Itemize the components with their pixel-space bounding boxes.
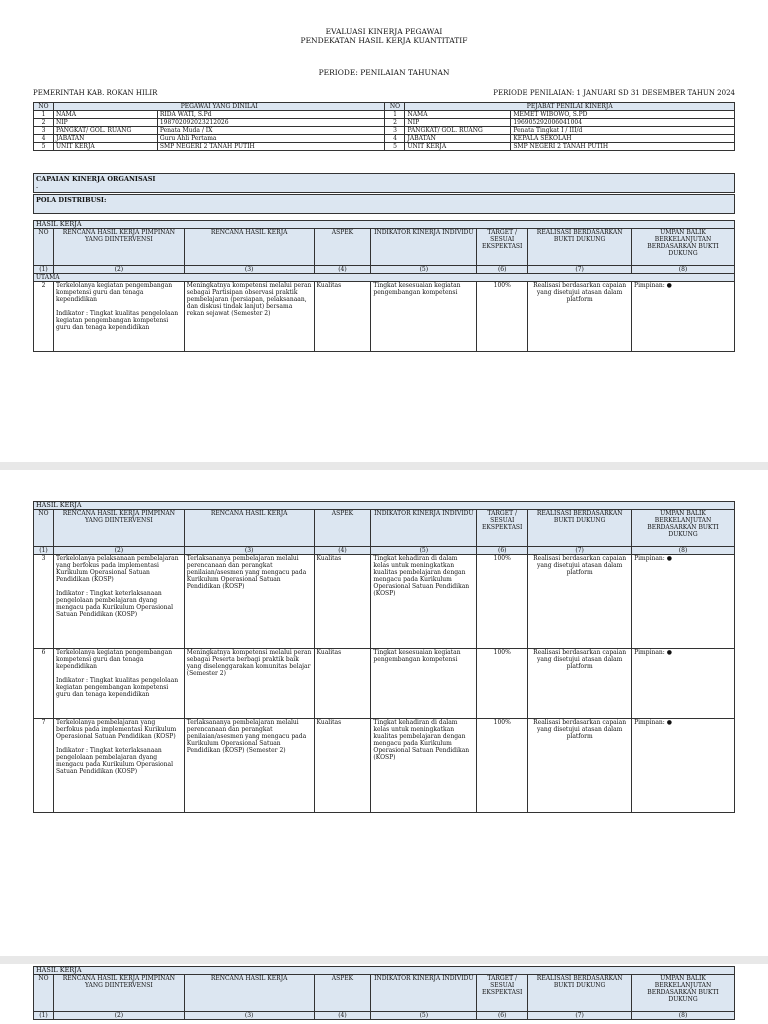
capaian-section (33, 173, 735, 193)
th-realisasi: REALISASI BERDASARKAN BUKTI DUKUNG (528, 229, 632, 266)
identity-row: 2 NIP 198702092023212026 2 NIP 196905292006041004 (34, 119, 735, 127)
pegawai-nip: 198702092023212026 (157, 119, 385, 127)
identity-row: 1 NAMA RIDA WATI, S.Pd 1 NAMA MEMET WIBOWO, S.PD (34, 111, 735, 119)
pegawai-title: PEGAWAI YANG DINILAI (53, 103, 385, 111)
th-no: NO (34, 229, 54, 266)
col-no: NO (34, 103, 54, 111)
hasil-kerja-table: HASIL KERJA NO RENCANA HASIL KERJA PIMPINAN YANG DIINTERVENSI RENCANA HASIL KERJA ASPEK INDIKATOR KINERJA INDIVIDU TARGET / SESUAI EKSPEKTASI REALISASI BERDASARKAN BUKTI DUKUNG UMPAN BALIK BERKELANJUTAN BERDASARKAN BUKTI DUKUNG (1) (2) (3) (4) (5) (6) (7) (8) 3 Terkelolanya pelaksanaan pembelajaran yang berfokus pada implementasi Kurikulum Operasional Satuan Pendidikan (KOSP) Indikator : Tingkat keterlaksanaan pengelolaan pembelajaran dyang mengacu pada Kurikulum Operasional Satuan Pendidikan (KOSP) Terlaksananya pembelajaran melalui perencanaan dan perangkat penilaian/asesmen yang mengacu pada Kurikulum Operasional Satuan Pendidikan (KOSP) Kualitas Tingkat kehadiran di dalam kelas untuk meningkatkan kualitas pembelajaran dengan mengacu pada Kurikulum Operasional Satuan Pendidikan (KOSP) 100% Realisasi berdasarkan capaian yang disetujui atasan dalam platform Pimpinan: ● 6 Terkelolanya kegiatan pengembangan kompetensi guru dan tenaga kependidikan Indikator : Tingkat kualitas pengelolaan kegiatan pengembangan kompetensi guru dan tenaga kependidikan Meningkatnya kompetensi melalui peran sebagai Peserta berbagi praktik baik yang diselenggarakan komunitas belajar (Semester 2) Kualitas Tingkat kesesuaian kegiatan pengembangan kompetensi 100% Realisasi berdasarkan capaian yang disetujui atasan dalam platform Pimpinan: ● 7 Terkelolanya pembelajaran yang berfokus pada implementasi Kurikulum Operasional Satuan Pendidikan (KOSP) Indikator : Tingkat keterlaksanaan pengelolaan pembelajaran dyang mengacu pada Kurikulum Operasional Satuan Pendidikan (KOSP) Terlaksananya pembelajaran melalui perencanaan dan perangkat penilaian/asesmen yang mengacu pada Kurikulum Operasional Satuan Pendidikan (KOSP) (Semester 2) Kualitas Tingkat kehadiran di dalam kelas untuk meningkatkan kualitas pembelajaran dengan mengacu pada Kurikulum Operasional Satuan Pendidikan (KOSP) 100% Realisasi berdasarkan capaian yang disetujui atasan dalam platform Pimpinan: ● (33, 501, 735, 813)
periode-penilaian: PERIODE PENILAIAN: 1 JANUARI SD 31 DESEMBER TAHUN 2024 (493, 89, 735, 97)
pejabat-pangkat: Penata Tingkat I / III/d (511, 127, 735, 135)
pegawai-unit: SMP NEGERI 2 TANAH PUTIH (157, 143, 385, 151)
instansi-label: PEMERINTAH KAB. ROKAN HILIR (33, 89, 158, 97)
pegawai-nama: RIDA WATI, S.Pd (157, 111, 385, 119)
section-hasil-kerja: HASIL KERJA (34, 221, 735, 229)
document-page-2 (0, 470, 768, 956)
table-row: 6 Terkelolanya kegiatan pengembangan kompetensi guru dan tenaga kependidikan Indikator : Tingkat kualitas pengelolaan kegiatan pengembangan kompetensi guru dan tenaga kependidikan Meningkatnya kompetensi melalui peran sebagai Peserta berbagi praktik baik yang diselenggarakan komunitas belajar (Semester 2) Kualitas Tingkat kesesuaian kegiatan pengembangan kompetensi 100% Realisasi berdasarkan capaian yang disetujui atasan dalam platform Pimpinan: ● (34, 649, 735, 719)
doc-subtitle: PENDEKATAN HASIL KERJA KUANTITATIF (300, 36, 468, 45)
identity-row: 4 JABATAN Guru Ahli Pertama 4 JABATAN KEPALA SEKOLAH (34, 135, 735, 143)
document-page-3 (0, 964, 768, 1024)
pegawai-jabatan: Guru Ahli Pertama (157, 135, 385, 143)
pejabat-unit: SMP NEGERI 2 TANAH PUTIH (511, 143, 735, 151)
identity-table (33, 102, 735, 151)
table-row: 7 Terkelolanya pembelajaran yang berfokus pada implementasi Kurikulum Operasional Satuan Pendidikan (KOSP) Indikator : Tingkat keterlaksanaan pengelolaan pembelajaran dyang mengacu pada Kurikulum Operasional Satuan Pendidikan (KOSP) Terlaksananya pembelajaran melalui perencanaan dan perangkat penilaian/asesmen yang mengacu pada Kurikulum Operasional Satuan Pendidikan (KOSP) (Semester 2) Kualitas Tingkat kehadiran di dalam kelas untuk meningkatkan kualitas pembelajaran dengan mengacu pada Kurikulum Operasional Satuan Pendidikan (KOSP) 100% Realisasi berdasarkan capaian yang disetujui atasan dalam platform Pimpinan: ● (34, 719, 735, 813)
th-indikator: INDIKATOR KINERJA INDIVIDU (371, 229, 477, 266)
identity-row: 5 UNIT KERJA SMP NEGERI 2 TANAH PUTIH 5 UNIT KERJA SMP NEGERI 2 TANAH PUTIH (34, 143, 735, 151)
hasil-kerja-table: HASIL KERJA NO RENCANA HASIL KERJA PIMPINAN YANG DIINTERVENSI RENCANA HASIL KERJA ASPEK INDIKATOR KINERJA INDIVIDU TARGET / SESUAI EKSPEKTASI REALISASI BERDASARKAN BUKTI DUKUNG UMPAN BALIK BERKELANJUTAN BERDASARKAN BUKTI DUKUNG (1) (2) (3) (4) (5) (6) (7) (8) (33, 966, 735, 1020)
doc-title: EVALUASI KINERJA PEGAWAI (325, 27, 443, 36)
pejabat-nip: 196905292006041004 (511, 119, 735, 127)
pola-section (33, 194, 735, 214)
col-no: NO (385, 103, 405, 111)
document-page-1 (0, 0, 768, 462)
identity-row: 3 PANGKAT/ GOL. RUANG Penata Muda / IX 3 PANGKAT/ GOL. RUANG Penata Tingkat I / III/d (34, 127, 735, 135)
th-aspek: ASPEK (314, 229, 371, 266)
pejabat-jabatan: KEPALA SEKOLAH (511, 135, 735, 143)
utama-label: UTAMA (34, 274, 735, 282)
th-umpan: UMPAN BALIK BERKELANJUTAN BERDASARKAN BUKTI DUKUNG (632, 229, 735, 266)
pola-label: POLA DISTRIBUSI: (36, 196, 107, 204)
table-row: 3 Terkelolanya pelaksanaan pembelajaran yang berfokus pada implementasi Kurikulum Operasional Satuan Pendidikan (KOSP) Indikator : Tingkat keterlaksanaan pengelolaan pembelajaran dyang mengacu pada Kurikulum Operasional Satuan Pendidikan (KOSP) Terlaksananya pembelajaran melalui perencanaan dan perangkat penilaian/asesmen yang mengacu pada Kurikulum Operasional Satuan Pendidikan (KOSP) Kualitas Tingkat kehadiran di dalam kelas untuk meningkatkan kualitas pembelajaran dengan mengacu pada Kurikulum Operasional Satuan Pendidikan (KOSP) 100% Realisasi berdasarkan capaian yang disetujui atasan dalam platform Pimpinan: ● (34, 555, 735, 649)
section-hasil-kerja: HASIL KERJA (34, 502, 735, 510)
pejabat-nama: MEMET WIBOWO, S.PD (511, 111, 735, 119)
capaian-label: CAPAIAN KINERJA ORGANISASI (36, 175, 156, 183)
section-hasil-kerja: HASIL KERJA (34, 967, 735, 975)
hasil-kerja-table: HASIL KERJA NO RENCANA HASIL KERJA PIMPINAN YANG DIINTERVENSI RENCANA HASIL KERJA ASPEK INDIKATOR KINERJA INDIVIDU TARGET / SESUAI EKSPEKTASI REALISASI BERDASARKAN BUKTI DUKUNG UMPAN BALIK BERKELANJUTAN BERDASARKAN BUKTI DUKUNG (1) (2) (3) (4) (5) (6) (7) (8) UTAMA 2 Terkelolanya kegiatan pengembangan kompetensi guru dan tenaga kependidikan Indikator : Tingkat kualitas pengelolaan kegiatan pengembangan kompetensi guru dan tenaga kependidikan Meningkatnya kompetensi melalui peran sebagai Partisipan observasi praktik pembelajaran (persiapan, pelaksanaan, dan diskusi tindak lanjut) bersama rekan sejawat (Semester 2) Kualitas Tingkat kesesuaian kegiatan pengembangan kompetensi 100% Realisasi berdasarkan capaian yang disetujui atasan dalam platform Pimpinan: ● (33, 220, 735, 352)
th-target: TARGET / SESUAI EKSPEKTASI (477, 229, 528, 266)
pejabat-title: PEJABAT PENILAI KINERJA (405, 103, 735, 111)
pegawai-pangkat: Penata Muda / IX (157, 127, 385, 135)
doc-periode: PERIODE: PENILAIAN TAHUNAN (318, 68, 450, 77)
table-row: 2 Terkelolanya kegiatan pengembangan kompetensi guru dan tenaga kependidikan Indikator : Tingkat kualitas pengelolaan kegiatan pengembangan kompetensi guru dan tenaga kependidikan Meningkatnya kompetensi melalui peran sebagai Partisipan observasi praktik pembelajaran (persiapan, pelaksanaan, dan diskusi tindak lanjut) bersama rekan sejawat (Semester 2) Kualitas Tingkat kesesuaian kegiatan pengembangan kompetensi 100% Realisasi berdasarkan capaian yang disetujui atasan dalam platform Pimpinan: ● (34, 282, 735, 352)
th-pimpinan: RENCANA HASIL KERJA PIMPINAN YANG DIINTERVENSI (53, 229, 184, 266)
capaian-value: - (36, 183, 39, 191)
th-rencana: RENCANA HASIL KERJA (184, 229, 314, 266)
